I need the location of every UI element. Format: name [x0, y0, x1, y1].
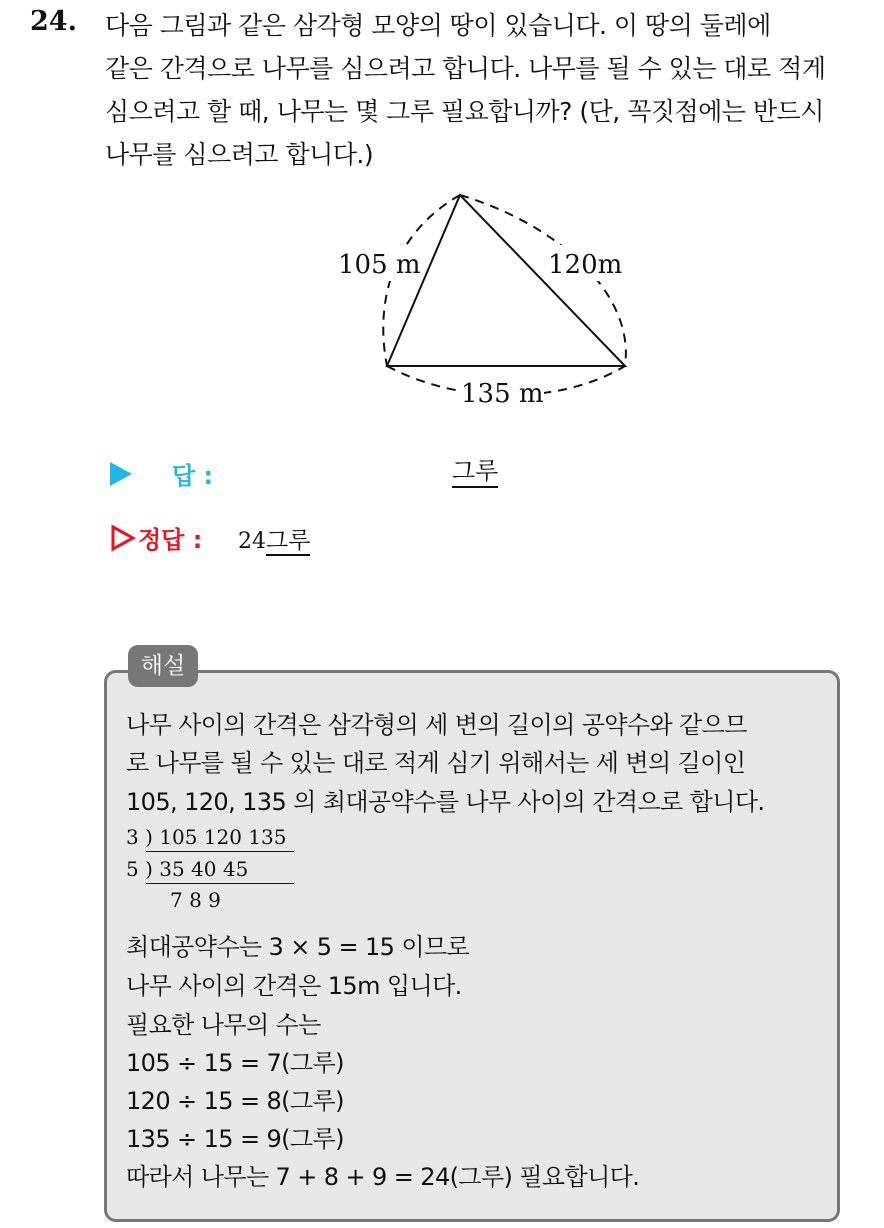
question-line: 다음 그림과 같은 삼각형 모양의 땅이 있습니다. 이 땅의 둘레에 [105, 11, 771, 40]
question-line: 심으려고 할 때, 나무는 몇 그루 필요합니까? (단, 꼭짓점에는 반드시 [105, 97, 824, 126]
triangle-figure [330, 185, 640, 415]
correct-answer-number: 24 [238, 529, 266, 554]
division-result: 7 8 9 [170, 888, 221, 912]
explanation-tab: 해설 [128, 645, 198, 687]
explanation-line: 로 나무를 될 수 있는 대로 적게 심기 위해서는 세 변의 길이인 [126, 749, 746, 777]
question-text [105, 4, 865, 176]
answer-unit[interactable]: 그루 [452, 456, 498, 488]
explanation-step: 최대공약수는 3 × 5 = 15 이므로 [126, 933, 470, 961]
explanation-step: 따라서 나무는 7 + 8 + 9 = 24(그루) 필요합니다. [126, 1163, 640, 1191]
side-label-left: 105 m [338, 250, 421, 280]
play-icon [110, 462, 132, 486]
explanation-step: 105 ÷ 15 = 7(그루) [126, 1049, 344, 1077]
explanation-step: 나무 사이의 간격은 15m 입니다. [126, 972, 462, 1000]
division-row: 5 ) 35 40 45 [126, 857, 249, 881]
question-line: 나무를 심으려고 합니다.) [105, 140, 374, 169]
question-line: 같은 간격으로 나무를 심으려고 합니다. 나무를 될 수 있는 대로 적게 [105, 54, 826, 83]
answer-row [110, 456, 610, 496]
correct-answer-unit: 그루 [266, 528, 311, 554]
question-number: 24. [30, 6, 77, 37]
correct-answer-value [238, 522, 310, 555]
correct-answer-row [110, 520, 610, 560]
correct-answer-label: 정답 : [138, 526, 203, 554]
play-outline-icon [110, 524, 136, 552]
explanation-line: 나무 사이의 간격은 삼각형의 세 변의 길이의 공약수와 같으므 [126, 711, 747, 739]
division-rule [146, 883, 294, 884]
explanation-step: 120 ÷ 15 = 8(그루) [126, 1087, 344, 1115]
explanation-line: 105, 120, 135 의 최대공약수를 나무 사이의 간격으로 합니다. [126, 788, 765, 816]
explanation-step: 135 ÷ 15 = 9(그루) [126, 1125, 344, 1153]
side-label-bottom: 135 m [461, 379, 544, 409]
answer-label: 답 : [172, 462, 214, 490]
division-rule [146, 851, 294, 852]
explanation-step: 필요한 나무의 수는 [126, 1011, 321, 1039]
division-row: 3 ) 105 120 135 [126, 825, 287, 849]
side-label-right: 120m [548, 250, 623, 280]
